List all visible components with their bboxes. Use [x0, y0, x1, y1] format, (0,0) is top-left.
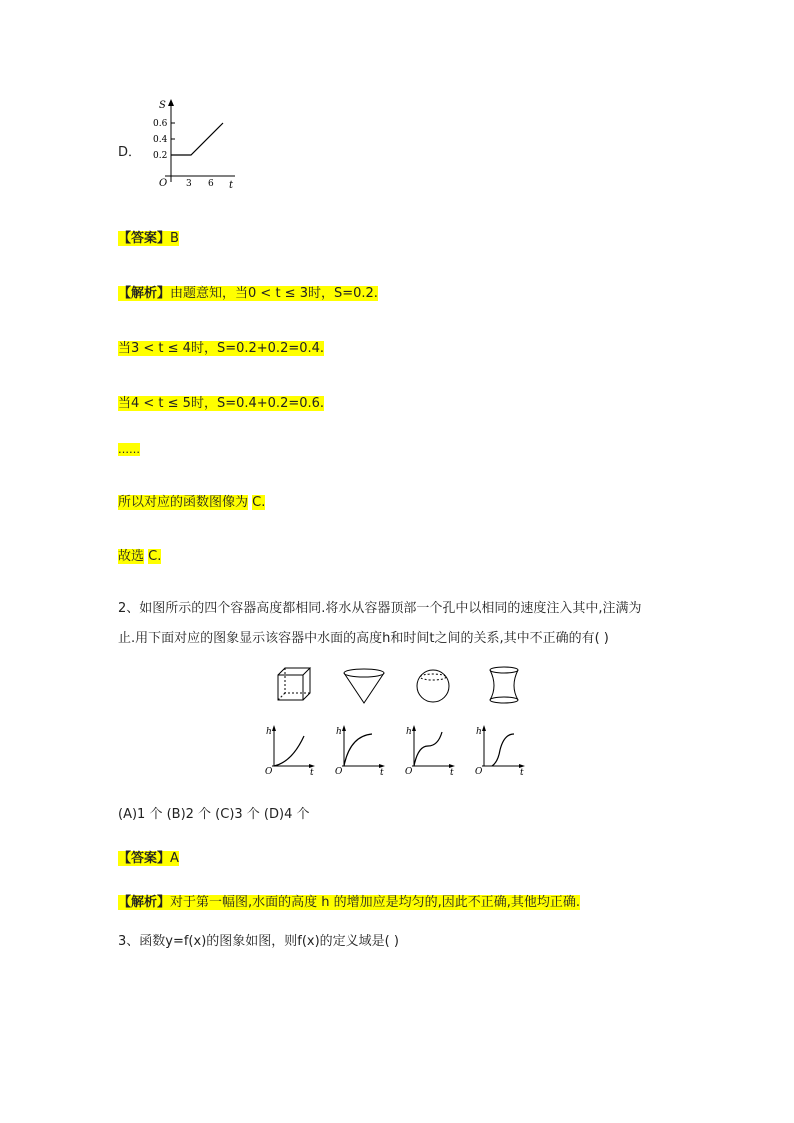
y-axis-arrow	[168, 99, 174, 106]
xtick-3: 3	[186, 179, 192, 189]
q1-analysis-line1	[118, 282, 378, 301]
graph2-h: h	[336, 727, 342, 737]
q2-answer	[118, 847, 179, 866]
conclusion-value: C.	[252, 495, 266, 510]
graph4-h: h	[476, 727, 482, 737]
t-label: t	[229, 180, 234, 191]
ytick-02: 0.2	[153, 151, 168, 161]
graph3-o: O	[405, 767, 413, 776]
option-d-graph	[145, 96, 245, 192]
graph1-o: O	[265, 767, 273, 776]
analysis-text-3: 当4 < t ≤ 5时，S=0.4+0.2=0.6.	[118, 396, 325, 411]
option-d-label: D．	[118, 145, 142, 160]
graph2-t: t	[380, 768, 384, 776]
q1-analysis-line3	[118, 392, 324, 411]
h-t-graphs	[260, 722, 540, 776]
vase-container	[490, 667, 518, 703]
graph-2	[335, 725, 385, 776]
analysis-tag: 【解析】	[118, 286, 171, 301]
containers-figure	[270, 662, 540, 706]
q3-stem: 3、函数y=f(x)的图象如图，则f(x)的定义域是( )	[118, 934, 399, 949]
graph3-h: h	[406, 727, 412, 737]
s-curve	[171, 123, 223, 155]
answer-tag: 【答案】	[118, 231, 171, 246]
graph4-o: O	[475, 767, 483, 776]
q1-analysis-line2	[118, 337, 324, 356]
q2-analysis-tag: 【解析】	[118, 895, 171, 910]
origin-label: O	[159, 178, 168, 189]
ytick-04: 0.4	[153, 135, 168, 145]
graph2-o: O	[335, 767, 343, 776]
conclusion-text: 所以对应的函数图像为	[118, 495, 249, 510]
graph-3	[405, 725, 455, 776]
answer-value: B	[170, 231, 179, 246]
q1-conclusion	[118, 491, 265, 510]
q2-answer-value: A	[170, 851, 179, 866]
q2-answer-tag: 【答案】	[118, 851, 171, 866]
graph-4	[475, 725, 525, 776]
q1-answer	[118, 227, 179, 246]
cube-container	[278, 668, 310, 700]
q2-options: (A)1 个 (B)2 个 (C)3 个 (D)4 个	[118, 807, 310, 822]
ellipsis-text: ……	[118, 443, 140, 456]
q1-ellipsis	[118, 443, 140, 456]
s-label: S	[159, 100, 166, 111]
graph3-t: t	[450, 768, 454, 776]
ytick-06: 0.6	[153, 119, 168, 129]
q2-stem-line2: 止.用下面对应的图象显示该容器中水面的高度h和时间t之间的关系,其中不正确的有( )	[118, 631, 609, 646]
graph-1	[265, 725, 315, 776]
graph1-h: h	[266, 727, 272, 737]
graph4-t: t	[520, 768, 524, 776]
choice-value: C.	[148, 549, 162, 564]
sphere-container	[417, 670, 449, 702]
choice-prefix: 故选	[118, 549, 145, 564]
cone-container	[344, 669, 384, 703]
analysis-text-2: 当3 < t ≤ 4时，S=0.2+0.2=0.4.	[118, 341, 325, 356]
analysis-text-1: 由题意知，当0 < t ≤ 3时，S=0.2.	[170, 286, 378, 301]
graph1-t: t	[310, 768, 314, 776]
q1-choice	[118, 545, 161, 564]
q2-stem-line1: 2、如图所示的四个容器高度都相同.将水从容器顶部一个孔中以相同的速度注入其中,注满为	[118, 601, 642, 616]
xtick-6: 6	[208, 179, 214, 189]
q2-analysis-text: 对于第一幅图,水面的高度 h 的增加应是均匀的,因此不正确,其他均正确.	[170, 895, 581, 910]
q2-analysis	[118, 891, 580, 910]
